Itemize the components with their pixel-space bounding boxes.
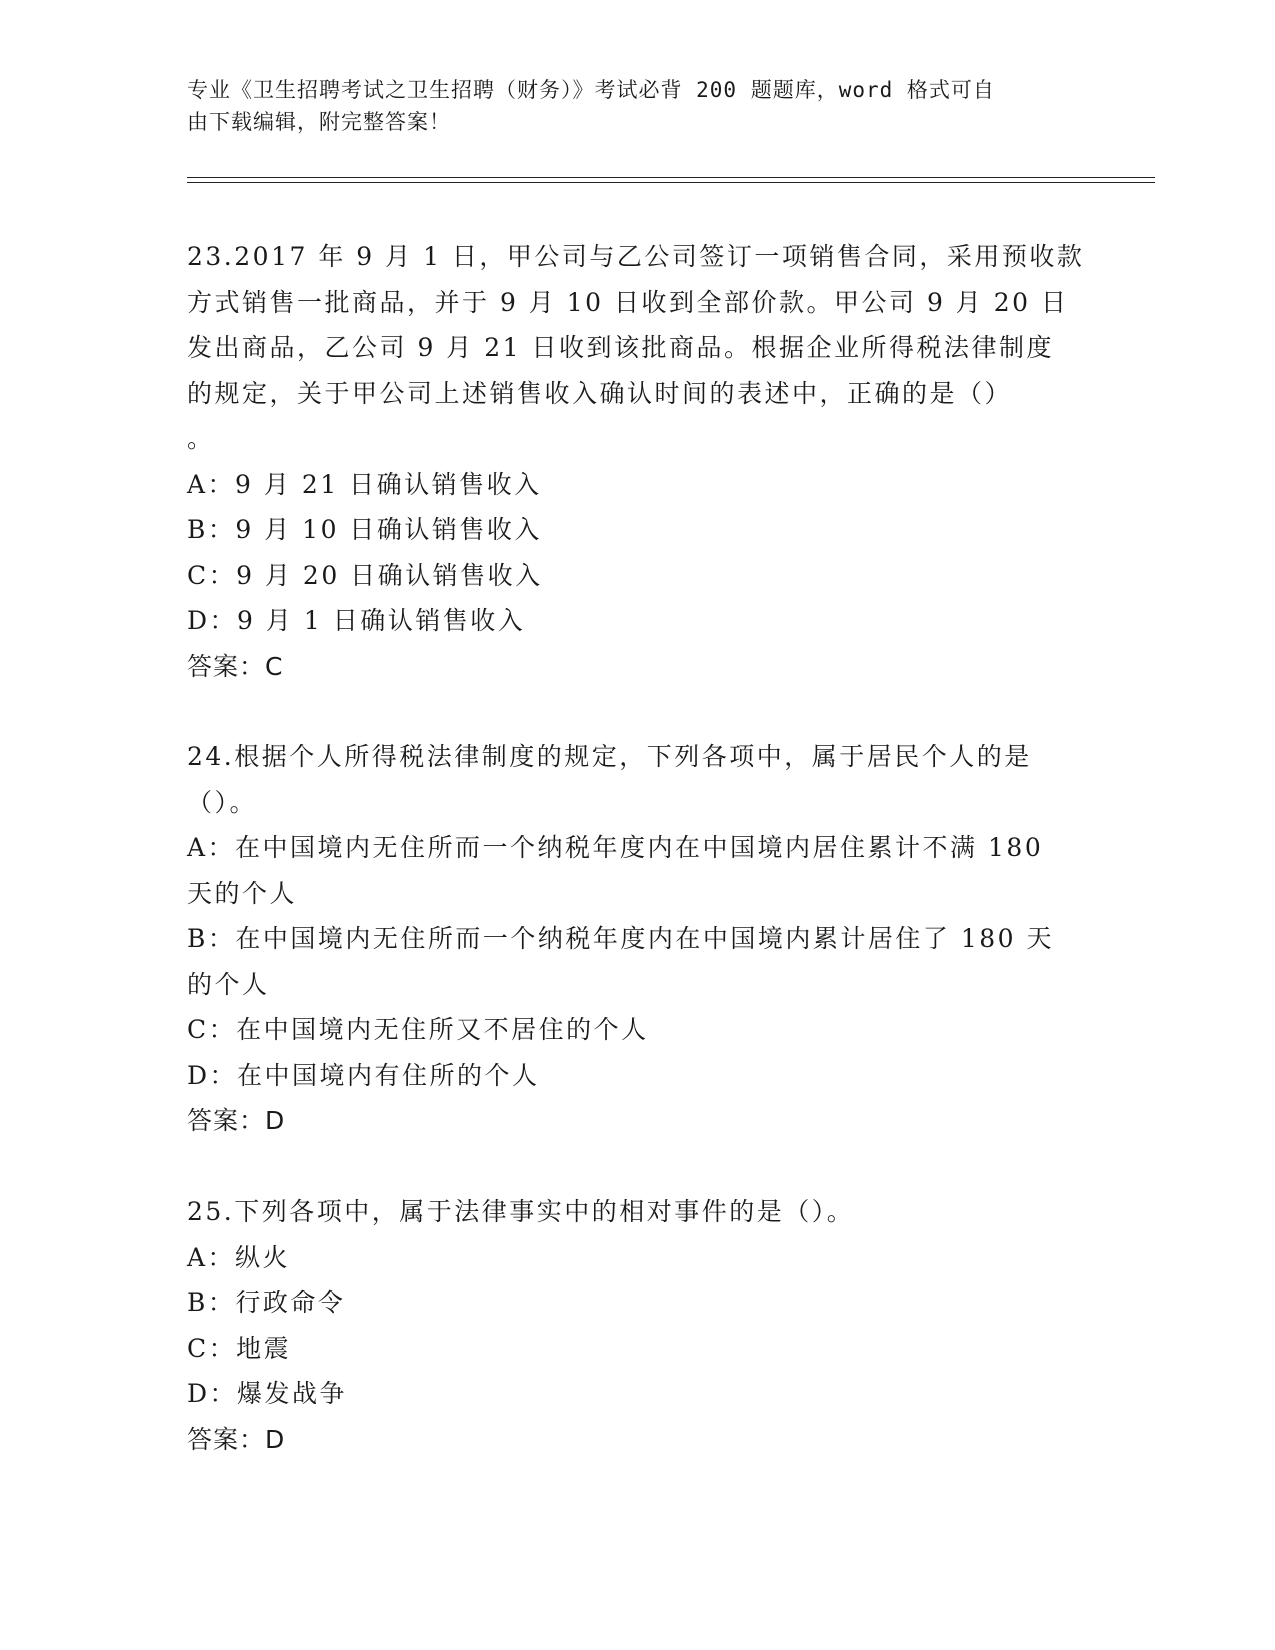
option-b: B：9 月 10 日确认销售收入 bbox=[187, 515, 542, 544]
option-c: C：地震 bbox=[187, 1333, 292, 1363]
option-a: A：在中国境内无住所而一个纳税年度内在中国境内居住累计不满 180 bbox=[187, 833, 1044, 862]
option-c: C：在中国境内无住所又不居住的个人 bbox=[187, 1015, 649, 1044]
option-b: B：在中国境内无住所而一个纳税年度内在中国境内累计居住了 180 天 bbox=[187, 924, 1054, 953]
question-stem-line: 。 bbox=[187, 424, 215, 453]
answer-label: 答案：D bbox=[187, 1424, 286, 1454]
question-23 bbox=[187, 234, 1087, 689]
option-d: D：9 月 1 日确认销售收入 bbox=[187, 606, 526, 635]
option-b: B：行政命令 bbox=[187, 1288, 346, 1317]
question-stem-line: 发出商品，乙公司 9 月 21 日收到该批商品。根据企业所得税法律制度 bbox=[187, 333, 1055, 362]
header-line-2: 由下载编辑，附完整答案！ bbox=[187, 110, 451, 134]
question-stem-line: 的规定，关于甲公司上述销售收入确认时间的表述中，正确的是（） bbox=[187, 378, 1013, 408]
question-25 bbox=[187, 1189, 1087, 1462]
question-stem-line: 方式销售一批商品，并于 9 月 10 日收到全部价款。甲公司 9 月 20 日 bbox=[187, 287, 1069, 317]
header-divider-top bbox=[187, 177, 1155, 178]
question-stem-line: 24.根据个人所得税法律制度的规定，下列各项中，属于居民个人的是 bbox=[187, 742, 1032, 771]
header-divider-bottom bbox=[187, 182, 1155, 183]
option-b-continued: 的个人 bbox=[187, 969, 270, 999]
option-c: C：9 月 20 日确认销售收入 bbox=[187, 560, 543, 590]
option-d: D：爆发战争 bbox=[187, 1379, 348, 1408]
question-24 bbox=[187, 734, 1087, 1144]
option-a-continued: 天的个人 bbox=[187, 878, 298, 908]
question-stem-line: （）。 bbox=[187, 787, 258, 817]
answer-label: 答案：D bbox=[187, 1106, 286, 1135]
header-line-1: 专业《卫生招聘考试之卫生招聘（财务）》考试必背 200 题题库，word 格式可自 bbox=[187, 78, 995, 102]
option-d: D：在中国境内有住所的个人 bbox=[187, 1060, 540, 1090]
document-header bbox=[187, 74, 1087, 138]
question-stem-line: 23.2017 年 9 月 1 日，甲公司与乙公司签订一项销售合同，采用预收款 bbox=[187, 242, 1085, 271]
option-a: A：9 月 21 日确认销售收入 bbox=[187, 469, 542, 499]
option-a: A：纵火 bbox=[187, 1242, 291, 1272]
answer-label: 答案：C bbox=[187, 651, 284, 681]
question-stem-line: 25.下列各项中，属于法律事实中的相对事件的是（）。 bbox=[187, 1197, 855, 1226]
